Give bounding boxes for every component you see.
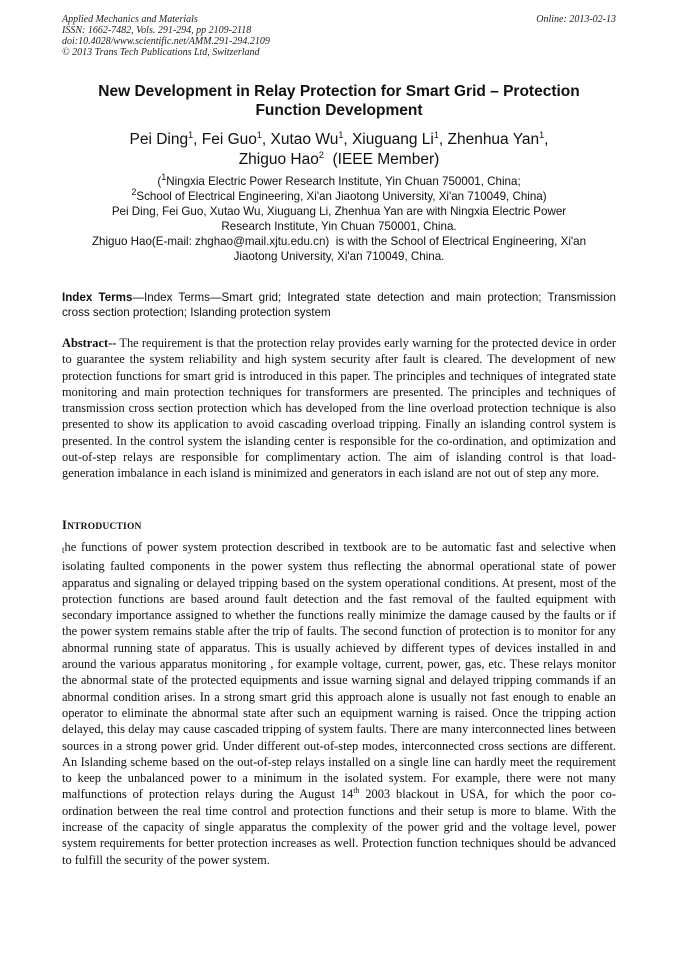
affiliation-2 [62, 189, 616, 204]
index-terms-text: —Index Terms—Smart grid; Integrated state detection and main protection; Transmission cross section protection; Islanding protection system [62, 291, 616, 319]
intro-text-part-1: he functions of power system protection described in textbook are to be automatic fast and selective when isolating faulted components in the power system thus reflecting the abnormal operational state of power apparatus and signaling or delayed tripping based on the system operational conditions. At present, most of the protection functions are based around fault detection and the fast removal of the faulted equipment with secondary importance assigned to whether the functions really minimize the damage caused by the faults or if the power system remains stable after the trip of faults. The second function of protection is to monitor for any abnormal running state of apparatus. This is usually achieved by different types of devices installed in and around the various apparatus monitoring , for example voltage, current, power, gas, etc. These relays monitor the abnormal state of the protected equipments and issue warning signal and delayed tripping commands if an abnormal condition arises. In a strong smart grid this approach alone is usually not fast enough to enable an operator to eliminate the abnormal state after such an equipment warning is raised. Once the tripping action delayed, this delay may cause cascaded tripping of system faults. There are many interconnected lines between sources in a strong power grid. Under different out-of-step modes, interconnected cross sections are different. An Islanding scheme based on the out-of-step relays installed on a single line can hardly meet the requirement to keep the unbalanced power to a minimum in the isolated system. For example, there were not many malfunctions of protection relays during the August 14 [62, 540, 616, 802]
section-heading-introduction [62, 518, 142, 533]
author-name: Zhenhua Yan [447, 131, 540, 148]
index-terms [62, 290, 616, 320]
affiliation-2-text: School of Electrical Engineering, Xi'an Jiaotong University, Xi'an 710049, China) [136, 190, 547, 203]
heading-rest: NTRODUCTION [67, 522, 142, 532]
abstract-text: The requirement is that the protection relay provides early warning for the protected device in order to guarantee the system reliability and high system security after fault is cleared. The development of new protection functions for smart grid is introduced in this paper. The principles and techniques of integrated state monitoring and main protection techniques for transformers are presented. The principles and techniques of transmission cross section protection which has developed from the line overload protection technique is also presented to show its application to avoid cascading overload tripping. Finally an islanding control system is presented. In the control system the islanding center is responsible for the co-ordination, and optimization and out-of-step relays are responsible for complimentary action. The aim of islanding control is that load-generation imbalance in each island is minimized and generators in each island are not out of step any more. [62, 336, 616, 481]
heading-initial: I [62, 518, 68, 532]
affiliation-note-1: Pei Ding, Fei Guo, Xutao Wu, Xiuguang Li, Zhenhua Yan are with Ningxia Electric Power [111, 205, 567, 218]
author-sep: , [343, 131, 352, 148]
author-name: Xutao Wu [270, 131, 339, 148]
running-header [62, 14, 616, 58]
author-name: Xiuguang Li [351, 131, 434, 148]
author-affil-mark: 1 [433, 129, 439, 140]
affiliation-mark: 2 [131, 187, 137, 198]
ordinal-sup: th [353, 786, 360, 796]
affiliation-mark: 1 [161, 172, 167, 183]
affiliation-note-2: Research Institute, Yin Chuan 750001, China. [221, 220, 457, 233]
index-terms-label: Index Terms [62, 291, 133, 304]
copyright-line: © 2013 Trans Tech Publications Ltd, Switzerland [62, 47, 260, 58]
online-date: Online: 2013-02-13 [536, 14, 616, 25]
affiliation-open-paren: ( [157, 175, 162, 188]
title-line-1: New Development in Relay Protection for Smart Grid – Protection [98, 83, 580, 100]
doi-line[interactable]: doi:10.4028/www.scientific.net/AMM.291-294.2109 [62, 36, 270, 47]
author-member-note: (IEEE Member) [323, 151, 440, 168]
author-sep: , [544, 131, 549, 148]
author-list [62, 130, 616, 170]
intro-text-part-2: 2003 blackout in USA, for which the poor co-ordination between the real time control and protection functions and their setup is more to blame. With the increase of the capacity of single apparatus the complexity of the power grid and the voltage level, power system requirements for better protection increases as well. Protection function techniques should be advanced to fulfill the security of the power system. [62, 787, 616, 867]
author-name: Pei Ding [129, 131, 189, 148]
author-line-2 [62, 150, 616, 170]
author-affil-mark: 1 [188, 129, 194, 140]
author-sep: , [438, 131, 448, 148]
author-line-1 [62, 130, 616, 150]
affiliation-1 [62, 174, 616, 189]
author-sep: , [261, 131, 271, 148]
affiliation-note-3: Zhiguo Hao(E-mail: zhghao@mail.xjtu.edu.cn) is with the School of Electrical Engineering, Xi'an [91, 235, 587, 248]
author-affil-mark: 2 [318, 149, 324, 160]
paper-title [62, 82, 616, 120]
author-affil-mark: 1 [256, 129, 262, 140]
title-line-2: Function Development [255, 102, 423, 119]
issn-line: ISSN: 1662-7482, Vols. 291-294, pp 2109-2118 [62, 25, 252, 36]
affiliation-1-text: Ningxia Electric Power Research Institute, Yin Chuan 750001, China; [166, 175, 521, 188]
author-affil-mark: 1 [539, 129, 545, 140]
journal-name: Applied Mechanics and Materials [62, 14, 198, 25]
author-name: Zhiguo Hao [238, 151, 319, 168]
affiliation-note-4: Jiaotong University, Xi'an 710049, China. [233, 250, 445, 263]
first-char: t [62, 545, 65, 555]
affiliations [62, 174, 616, 264]
abstract-label: Abstract-- [62, 336, 117, 350]
author-affil-mark: 1 [338, 129, 344, 140]
author-sep: , [193, 131, 202, 148]
abstract [62, 335, 616, 482]
introduction-body [62, 539, 616, 868]
author-name: Fei Guo [201, 131, 257, 148]
